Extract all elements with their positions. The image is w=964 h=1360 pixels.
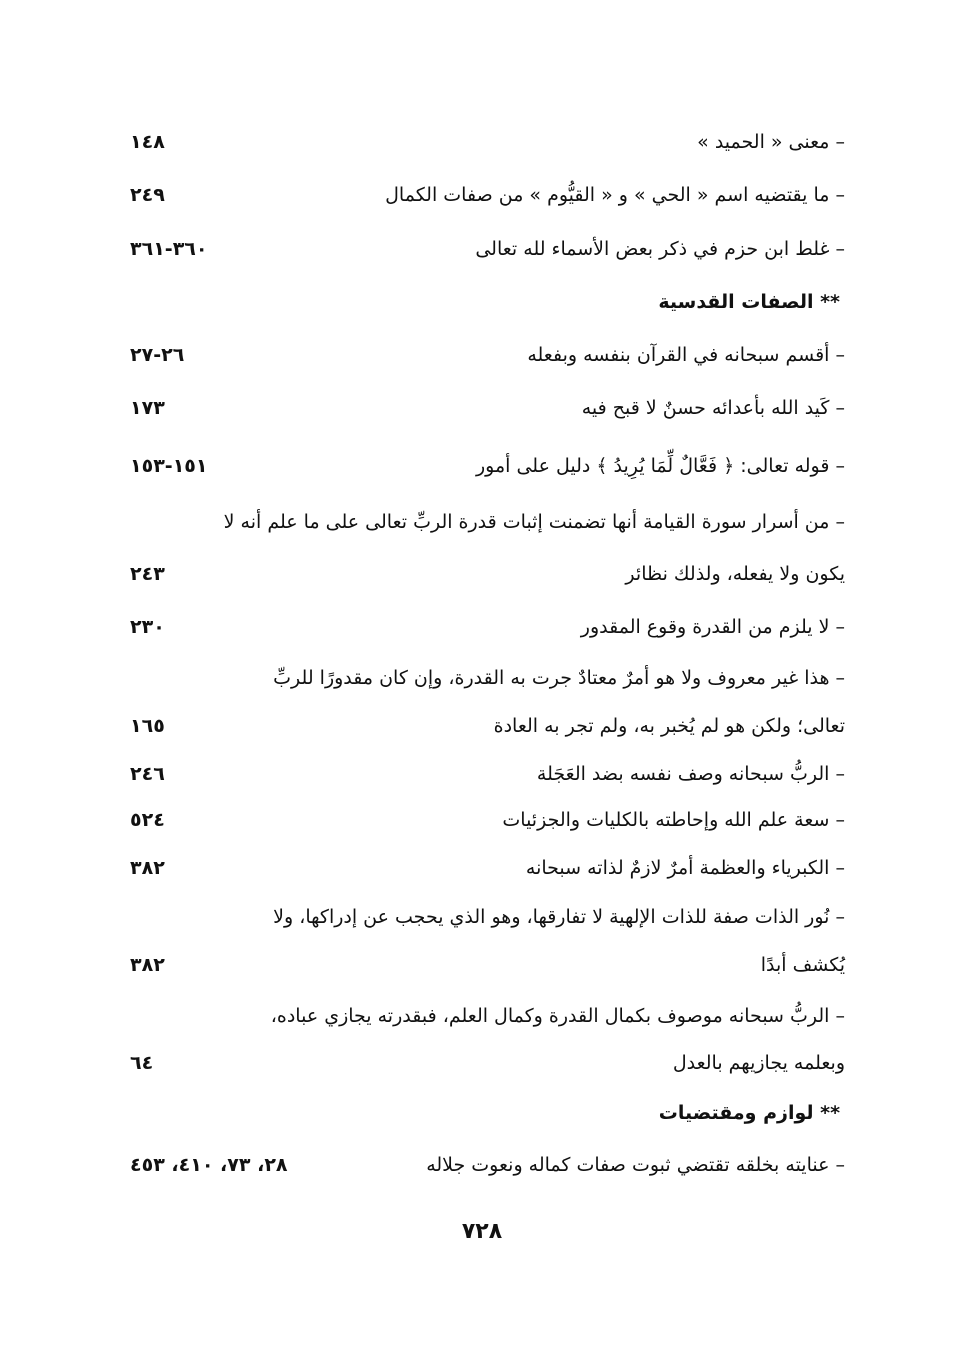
index-entry [100, 120, 845, 164]
entry-text: – نُور الذات صفة للذات الإلهية لا تفارقها، وهو الذي يحجب عن إدراكها، ولا [273, 906, 845, 928]
entry-pages: ٣٦٠-٣٦١ [130, 238, 208, 260]
index-entry [100, 994, 845, 1038]
section-heading [100, 1091, 845, 1135]
index-entry [100, 656, 845, 700]
index-entry [100, 333, 845, 377]
index-entry [100, 752, 845, 796]
index-entry [100, 227, 845, 271]
entry-pages: ١٤٨ [130, 131, 165, 153]
entry-pages: ٢٤٩ [130, 184, 165, 206]
entry-text: يكون ولا يفعله، ولذلك نظائر [625, 563, 845, 585]
entry-text: – ما يقتضيه اسم « الحي » و « القيُّوم » من صفات الكمال [385, 184, 845, 206]
entry-pages: ٥٢٤ [130, 809, 165, 831]
index-entry [100, 173, 845, 217]
entry-text: – لا يلزم من القدرة وقوع المقدور [580, 616, 845, 638]
entry-text: وبعلمه يجازيهم بالعدل [672, 1052, 845, 1074]
page-number: ٧٢٨ [461, 1219, 503, 1244]
entry-text: – هذا غير معروف ولا هو أمرٌ معتادٌ جرت به القدرة، وإن كان مقدورًا للربِّ [273, 667, 845, 689]
index-entry [100, 846, 845, 890]
entry-text: – غلط ابن حزم في ذكر بعض الأسماء لله تعالى [475, 238, 845, 260]
entry-pages: ٢٤٣ [130, 563, 165, 585]
entry-pages: ٢٨، ٧٣، ٤١٠، ٤٥٣ [130, 1154, 288, 1176]
entry-text: – قوله تعالى: ﴿ فَعَّالٌ لِّمَا يُرِيدُ ﴾ دليل على أمور [475, 455, 845, 477]
entry-text: – معنى « الحميد » [697, 131, 845, 153]
index-entry [100, 895, 845, 939]
heading-text: ** لوازم ومقتضيات [658, 1102, 840, 1124]
heading-text: ** الصفات القدسية [658, 291, 840, 313]
index-entry [100, 1143, 845, 1187]
index-entry [100, 500, 845, 544]
entry-pages: ٦٤ [130, 1052, 154, 1074]
entry-text: – كَيد الله بأعدائه حسنٌ لا قبح فيه [581, 397, 845, 419]
entry-text: – الربُّ سبحانه وصف نفسه بضد العَجَلة [536, 763, 845, 785]
entry-text: تعالى؛ ولكن هو لم يُخبر به، ولم تجر به العادة [493, 715, 845, 737]
index-entry [100, 444, 845, 488]
index-entry-continuation [100, 943, 845, 987]
entry-pages: ٣٨٢ [130, 954, 165, 976]
entry-pages: ١٥١-١٥٣ [130, 455, 208, 477]
entry-pages: ١٧٣ [130, 397, 165, 419]
index-entry-continuation [100, 1041, 845, 1085]
entry-text: – الربُّ سبحانه موصوف بكمال القدرة وكمال العلم، فبقدرته يجازي عباده، [270, 1005, 845, 1027]
entry-pages: ١٦٥ [130, 715, 165, 737]
entry-text: – عنايته بخلقه تقتضي ثبوت صفات كماله ونعوت جلاله [426, 1154, 845, 1176]
index-entry-continuation [100, 704, 845, 748]
entry-text: – من أسرار سورة القيامة أنها تضمنت إثبات قدرة الربِّ تعالى على ما علم أنه لا [223, 511, 845, 533]
entry-text: يُكشف أبدًا [760, 954, 845, 976]
entry-text: – الكبرياء والعظمة أمرٌ لازمٌ لذاته سبحانه [525, 857, 845, 879]
index-entry [100, 386, 845, 430]
section-heading [100, 280, 845, 324]
entry-pages: ٢٤٦ [130, 763, 165, 785]
index-entry [100, 798, 845, 842]
entry-pages: ٢٣٠ [130, 616, 165, 638]
index-entry [100, 605, 845, 649]
entry-pages: ٣٨٢ [130, 857, 165, 879]
entry-text: – أقسم سبحانه في القرآن بنفسه وبفعله [527, 344, 845, 366]
index-entry-continuation [100, 552, 845, 596]
entry-pages: ٢٦-٢٧ [130, 344, 185, 366]
entry-text: – سعة علم الله وإحاطته بالكليات والجزئيات [502, 809, 845, 831]
